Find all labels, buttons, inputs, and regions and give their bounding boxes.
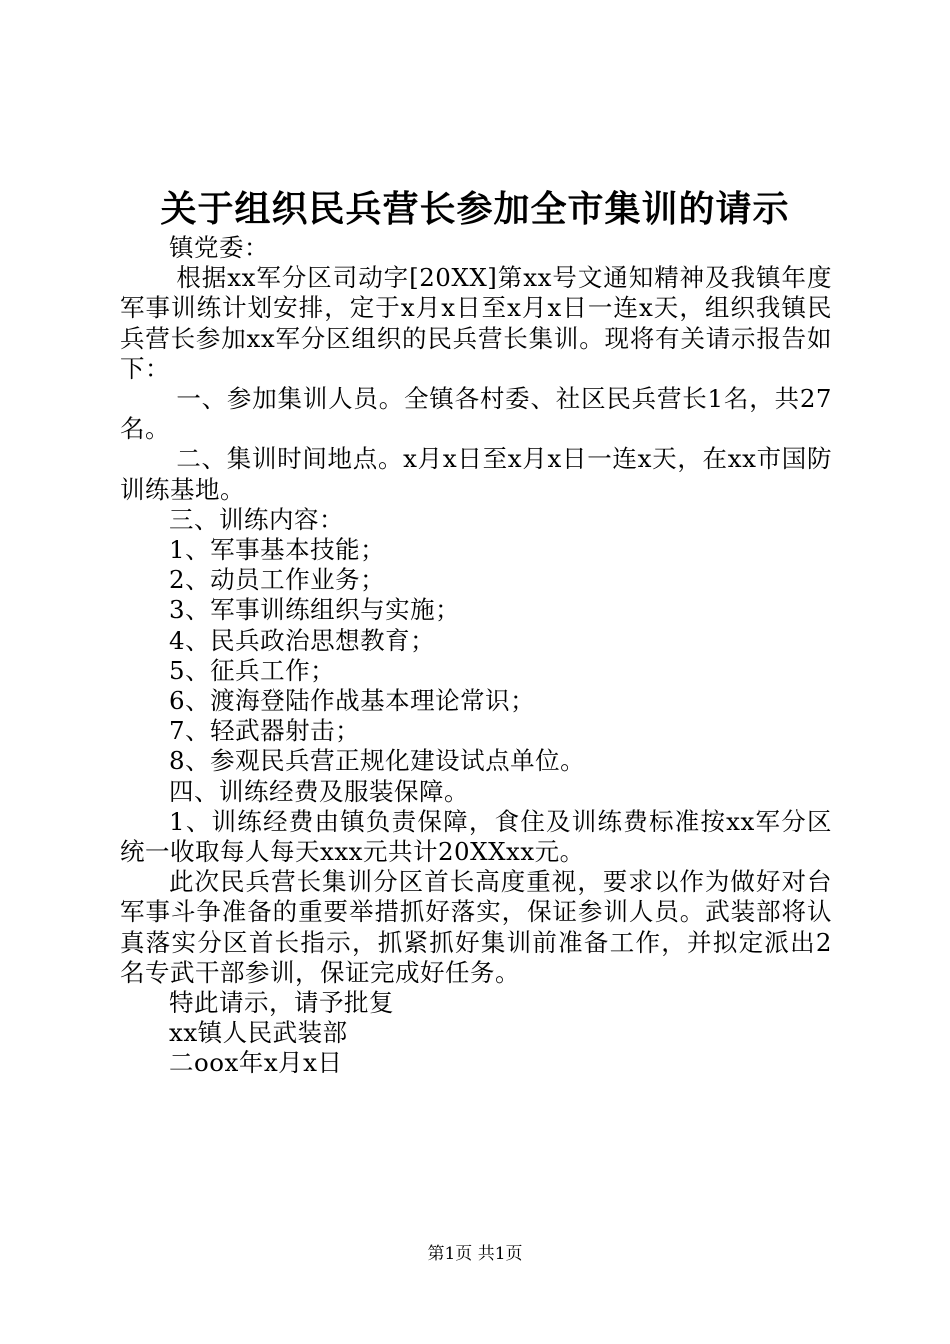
document-title: 关于组织民兵营长参加全市集训的请示 xyxy=(160,189,790,230)
paragraph-conclusion: 此次民兵营长集训分区首长高度重视，要求以作为做好对台军事斗争准备的重要举措抓好落实，保证参训人员。武装部将认真落实分区首长指示，抓紧抓好集训前准备工作，并拟定派出2名专武干部参训，保证完成好任务。 xyxy=(120,867,832,987)
list-item-3: 3、军事训练组织与实施； xyxy=(169,595,461,625)
signature-organization: xx镇人民武装部 xyxy=(169,1018,348,1048)
paragraph-section-2: 二、集训时间地点。x月x日至x月x日一连x天，在xx市国防训练基地。 xyxy=(120,444,832,504)
list-item-8: 8、参观民兵营正规化建设试点单位。 xyxy=(169,746,586,776)
list-item-1: 1、军事基本技能； xyxy=(169,535,386,565)
list-item-2: 2、动员工作业务； xyxy=(169,565,386,595)
page-footer: 第1页 共1页 xyxy=(427,1244,523,1264)
signature-date: 二oox年x月x日 xyxy=(169,1048,343,1078)
list-item-4: 4、民兵政治思想教育； xyxy=(169,625,436,655)
list-item-6: 6、渡海登陆作战基本理论常识； xyxy=(169,686,536,716)
list-item-7: 7、轻武器射击； xyxy=(169,716,361,746)
paragraph-intro: 根据xx军分区司动字[20XX]第xx号文通知精神及我镇年度军事训练计划安排，定于x月x日至x月x日一连x天，组织我镇民兵营长参加xx军分区组织的民兵营长集训。现将有关请示报告如下： xyxy=(120,263,832,383)
document-body xyxy=(120,233,832,1079)
paragraph-closing: 特此请示，请予批复 xyxy=(169,988,394,1018)
paragraph-funding: 1、训练经费由镇负责保障，食住及训练费标准按xx军分区统一收取每人每天xxx元共计20XXxx元。 xyxy=(120,806,832,867)
list-item-5: 5、征兵工作； xyxy=(169,655,336,685)
paragraph-section-1: 一、参加集训人员。全镇各村委、社区民兵营长1名，共27名。 xyxy=(120,384,832,444)
paragraph-section-4: 四、训练经费及服装保障。 xyxy=(169,776,469,806)
paragraph-section-3: 三、训练内容： xyxy=(169,504,344,534)
paragraph-salutation: 镇党委： xyxy=(169,233,269,262)
